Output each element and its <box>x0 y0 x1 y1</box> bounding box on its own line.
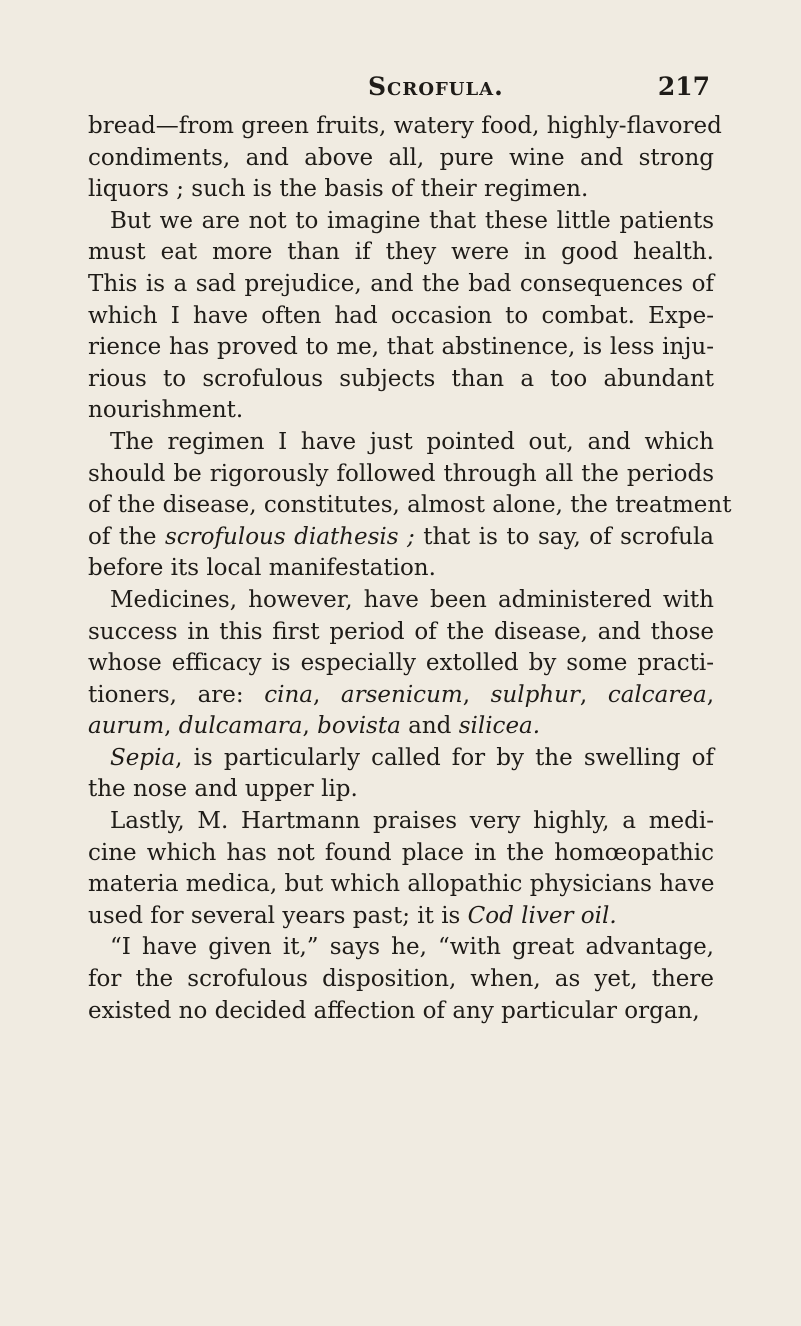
text-line <box>88 711 714 743</box>
running-title: Scrofula. <box>368 72 504 101</box>
text-line: materia medica, but which allopathic physicians have <box>88 871 715 898</box>
text-line: Medicines, however, have been administered with <box>110 586 714 613</box>
text-line: existed no decided affection of any particular organ, <box>88 997 700 1024</box>
italic-term: Cod liver oil. <box>467 902 617 929</box>
text-line: The regimen I have just pointed out, and which <box>110 428 714 455</box>
text-line: must eat more than if they were in good health. <box>88 239 714 266</box>
text-line: rious to scrofulous subjects than a too abundant <box>88 365 714 392</box>
text-line: condiments, and above all, pure wine and strong <box>88 144 714 171</box>
text-line: bread—from green fruits, watery food, highly-flavored <box>88 113 722 139</box>
text-line: Lastly, M. Hartmann praises very highly, a medi- <box>110 808 714 835</box>
text-line <box>88 522 714 554</box>
text-line: This is a sad prejudice, and the bad consequences of <box>88 270 714 297</box>
body-text <box>88 111 732 1027</box>
text-run: , <box>462 681 491 708</box>
text-line: for the scrofulous disposition, when, as yet, there <box>88 966 714 993</box>
text-line: the nose and upper lip. <box>88 776 358 803</box>
text-line <box>88 680 714 712</box>
italic-term: dulcamara <box>178 713 303 740</box>
text-run: , <box>302 713 318 740</box>
text-line: should be rigorously followed through all the periods <box>88 460 714 487</box>
italic-term: arsenicum <box>340 681 463 708</box>
text-run: used for several years past; it is <box>88 902 468 929</box>
italic-term: calcarea <box>607 681 707 708</box>
text-line: cine which has not found place in the homœopathic <box>88 839 714 866</box>
italic-term: bovista <box>317 713 401 740</box>
italic-term: aurum <box>88 713 165 740</box>
text-line: before its local manifestation. <box>88 555 436 582</box>
italic-term: scrofulous diathesis ; <box>165 523 415 550</box>
text-line: “I have given it,” says he, “with great advantage, <box>110 934 714 961</box>
italic-term: sulphur <box>490 681 580 708</box>
italic-term: cina <box>264 681 313 708</box>
text-run: , <box>706 681 715 708</box>
text-line: of the disease, constitutes, almost alone, the treatment <box>88 492 732 519</box>
text-line: success in this first period of the disease, and those <box>88 618 714 645</box>
text-run: , <box>164 713 179 740</box>
italic-term: silicea. <box>458 713 541 740</box>
text-line: liquors ; such is the basis of their regimen. <box>88 176 589 203</box>
text-line: whose efficacy is especially extolled by some practi- <box>88 650 714 677</box>
text-line: nourishment. <box>88 397 244 424</box>
page-header <box>88 72 710 108</box>
text-line: rience has proved to me, that abstinence, is less inju- <box>88 334 714 361</box>
text-line: But we are not to imagine that these little patients <box>110 207 714 234</box>
text-line: which I have often had occasion to combat. Expe- <box>88 302 714 329</box>
text-line <box>88 743 714 775</box>
text-line <box>88 901 714 933</box>
page-number: 217 <box>657 72 710 101</box>
text-run: tioners, are: <box>88 681 265 708</box>
text-run: and <box>400 713 459 740</box>
text-run: that is to say, of scrofula <box>414 523 715 550</box>
text-run: , is particularly called for by the swelling of <box>175 744 714 771</box>
text-run: , <box>579 681 608 708</box>
text-run: , <box>312 681 341 708</box>
italic-term: Sepia <box>110 744 176 771</box>
text-run: of the <box>88 523 165 550</box>
